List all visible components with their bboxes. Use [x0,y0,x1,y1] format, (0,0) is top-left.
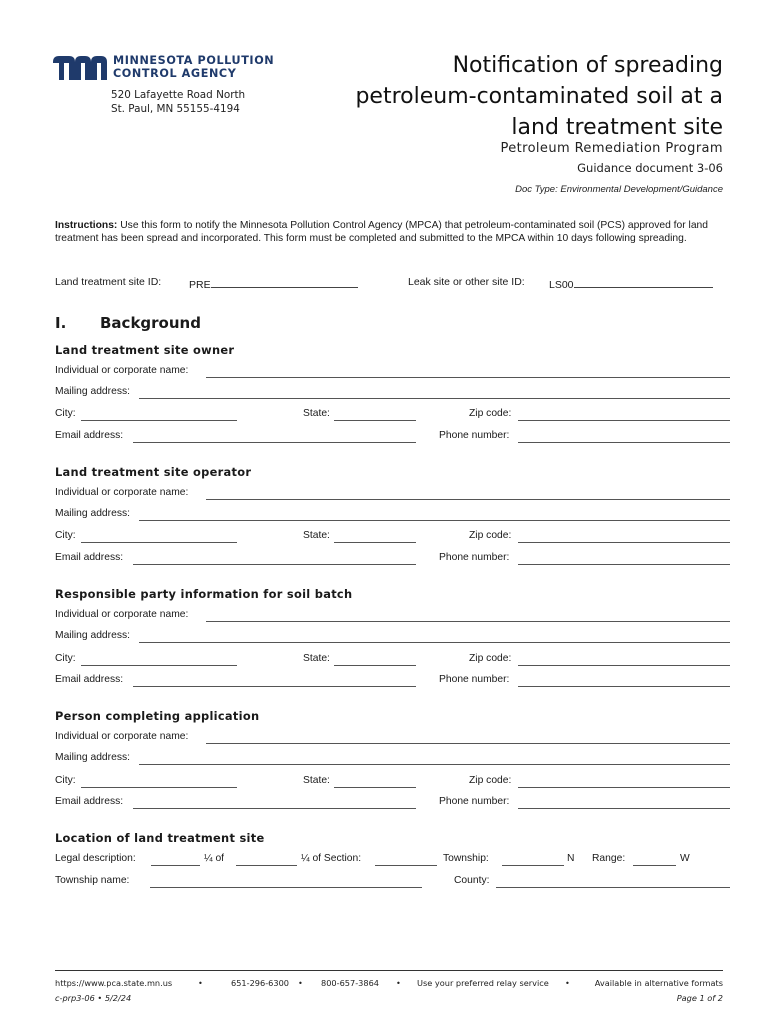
email-label: Email address: [55,796,124,807]
applicant-zip-field[interactable] [518,787,730,788]
township-label: Township: [443,853,489,864]
footer-formats: Available in alternative formats [594,978,723,988]
county-label: County: [454,875,490,886]
owner-phone-field[interactable] [518,442,730,443]
phone-label: Phone number: [439,796,510,807]
section-title: Background [100,314,201,332]
rp-name-field[interactable] [206,621,730,622]
owner-city-row [55,408,730,424]
operator-email-row [55,552,730,568]
city-label: City: [55,530,76,541]
city-label: City: [55,408,76,419]
legal-label: Legal description: [55,853,136,864]
program-name: Petroleum Remediation Program [500,141,723,156]
footer-divider [55,970,723,971]
zip-label: Zip code: [469,653,512,664]
instructions-text: Use this form to notify the Minnesota Pollution Control Agency (MPCA) that petroleum-contaminated soil (PCS) approved for land treatment has been spread and incorporated. This form must be completed and submitted to the MPCA within 10 days following spreading. [55,220,709,244]
address-line2: St. Paul, MN 55155-4194 [111,103,240,115]
title-line3: land treatment site [511,115,723,140]
operator-name-row [55,487,730,503]
legal-quarter2-field[interactable] [236,865,297,866]
instructions-label: Instructions: [55,220,118,231]
footer-page-number: Page 1 of 2 [676,993,723,1003]
rp-state-field[interactable] [334,665,416,666]
county-field[interactable] [496,887,730,888]
rp-zip-field[interactable] [518,665,730,666]
group-title-operator: Land treatment site operator [55,465,252,479]
leak-id-prefix: LS00 [549,279,574,291]
mn-logo-icon [53,56,107,80]
state-label: State: [303,775,330,786]
site-id-prefix: PRE [189,279,211,291]
quarter-section-label: ¼ of Section: [301,853,362,864]
mailing-label: Mailing address: [55,630,130,641]
section-number: I. [55,314,67,332]
township-name-row [55,875,730,891]
section-heading [55,314,201,332]
doc-type: Doc Type: Environmental Development/Guidance [515,184,723,195]
operator-mailing-row [55,508,730,524]
owner-email-field[interactable] [133,442,416,443]
owner-zip-field[interactable] [518,420,730,421]
rp-mailing-row [55,630,730,646]
state-label: State: [303,408,330,419]
group-title-applicant: Person completing application [55,709,260,723]
site-id-field[interactable] [189,276,358,291]
name-label: Individual or corporate name: [55,609,189,620]
phone-label: Phone number: [439,430,510,441]
range-field[interactable] [633,865,676,866]
operator-zip-field[interactable] [518,542,730,543]
email-label: Email address: [55,674,124,685]
state-label: State: [303,530,330,541]
group-title-owner: Land treatment site owner [55,343,235,357]
operator-phone-field[interactable] [518,564,730,565]
mailing-label: Mailing address: [55,508,130,519]
operator-mailing-field[interactable] [139,520,730,521]
footer-relay: Use your preferred relay service [417,978,549,988]
mailing-label: Mailing address: [55,386,130,397]
email-label: Email address: [55,430,124,441]
owner-mailing-row [55,386,730,402]
north-label: N [567,853,575,864]
agency-address [111,88,245,116]
city-label: City: [55,775,76,786]
applicant-mailing-field[interactable] [139,764,730,765]
footer-phone2: 800-657-3864 [321,978,380,988]
agency-name-line1: MINNESOTA POLLUTION [113,54,275,67]
leak-id-field[interactable] [549,276,713,291]
applicant-mailing-row [55,752,730,768]
agency-name-line2: CONTROL AGENCY [113,67,237,80]
group-title-location: Location of land treatment site [55,831,265,845]
owner-name-row [55,365,730,381]
owner-state-field[interactable] [334,420,416,421]
footer-phone1: 651-296-6300 [231,978,290,988]
rp-name-row [55,609,730,625]
quarter-of-label: ¼ of [204,853,225,864]
title-line2: petroleum-contaminated soil at a [355,84,723,109]
footer-bullet: • [396,978,401,988]
township-field[interactable] [502,865,564,866]
zip-label: Zip code: [469,775,512,786]
guidance-doc: Guidance document 3-06 [577,161,723,175]
phone-label: Phone number: [439,552,510,563]
footer-doc-code: c-prp3-06 • 5/2/24 [55,993,132,1003]
zip-label: Zip code: [469,408,512,419]
owner-mailing-field[interactable] [139,398,730,399]
township-name-label: Township name: [55,875,130,886]
site-id-label: Land treatment site ID: [55,276,162,288]
agency-name [113,54,274,80]
name-label: Individual or corporate name: [55,487,189,498]
applicant-email-field[interactable] [133,808,416,809]
name-label: Individual or corporate name: [55,731,189,742]
group-title-responsible-party: Responsible party information for soil batch [55,587,353,601]
applicant-city-row [55,775,730,791]
legal-quarter1-field[interactable] [151,865,200,866]
footer-bullet: • [198,978,203,988]
name-label: Individual or corporate name: [55,365,189,376]
owner-name-field[interactable] [206,377,730,378]
township-name-field[interactable] [150,887,422,888]
owner-email-row [55,430,730,446]
instructions [55,220,725,246]
rp-email-row [55,674,730,690]
title-line1: Notification of spreading [452,53,723,78]
applicant-city-field[interactable] [81,787,237,788]
mailing-label: Mailing address: [55,752,130,763]
section-field[interactable] [375,865,437,866]
rp-phone-field[interactable] [518,686,730,687]
phone-label: Phone number: [439,674,510,685]
leak-id-label: Leak site or other site ID: [408,276,525,288]
agency-logo [53,52,293,118]
form-title [343,50,723,143]
city-label: City: [55,653,76,664]
address-line1: 520 Lafayette Road North [111,89,246,101]
operator-name-field[interactable] [206,499,730,500]
applicant-state-field[interactable] [334,787,416,788]
west-label: W [680,853,690,864]
rp-mailing-field[interactable] [139,642,730,643]
owner-city-field[interactable] [81,420,237,421]
state-label: State: [303,653,330,664]
applicant-name-field[interactable] [206,743,730,744]
footer-url[interactable]: https://www.pca.state.mn.us [55,978,173,988]
applicant-email-row [55,796,730,812]
operator-city-row [55,530,730,546]
applicant-name-row [55,731,730,747]
rp-city-row [55,653,730,669]
zip-label: Zip code: [469,530,512,541]
rp-city-field[interactable] [81,665,237,666]
applicant-phone-field[interactable] [518,808,730,809]
footer-bullet: • [565,978,570,988]
operator-city-field[interactable] [81,542,237,543]
footer-bullet: • [298,978,303,988]
rp-email-field[interactable] [133,686,416,687]
legal-description-row [55,853,730,869]
operator-email-field[interactable] [133,564,416,565]
range-label: Range: [592,853,626,864]
email-label: Email address: [55,552,124,563]
operator-state-field[interactable] [334,542,416,543]
